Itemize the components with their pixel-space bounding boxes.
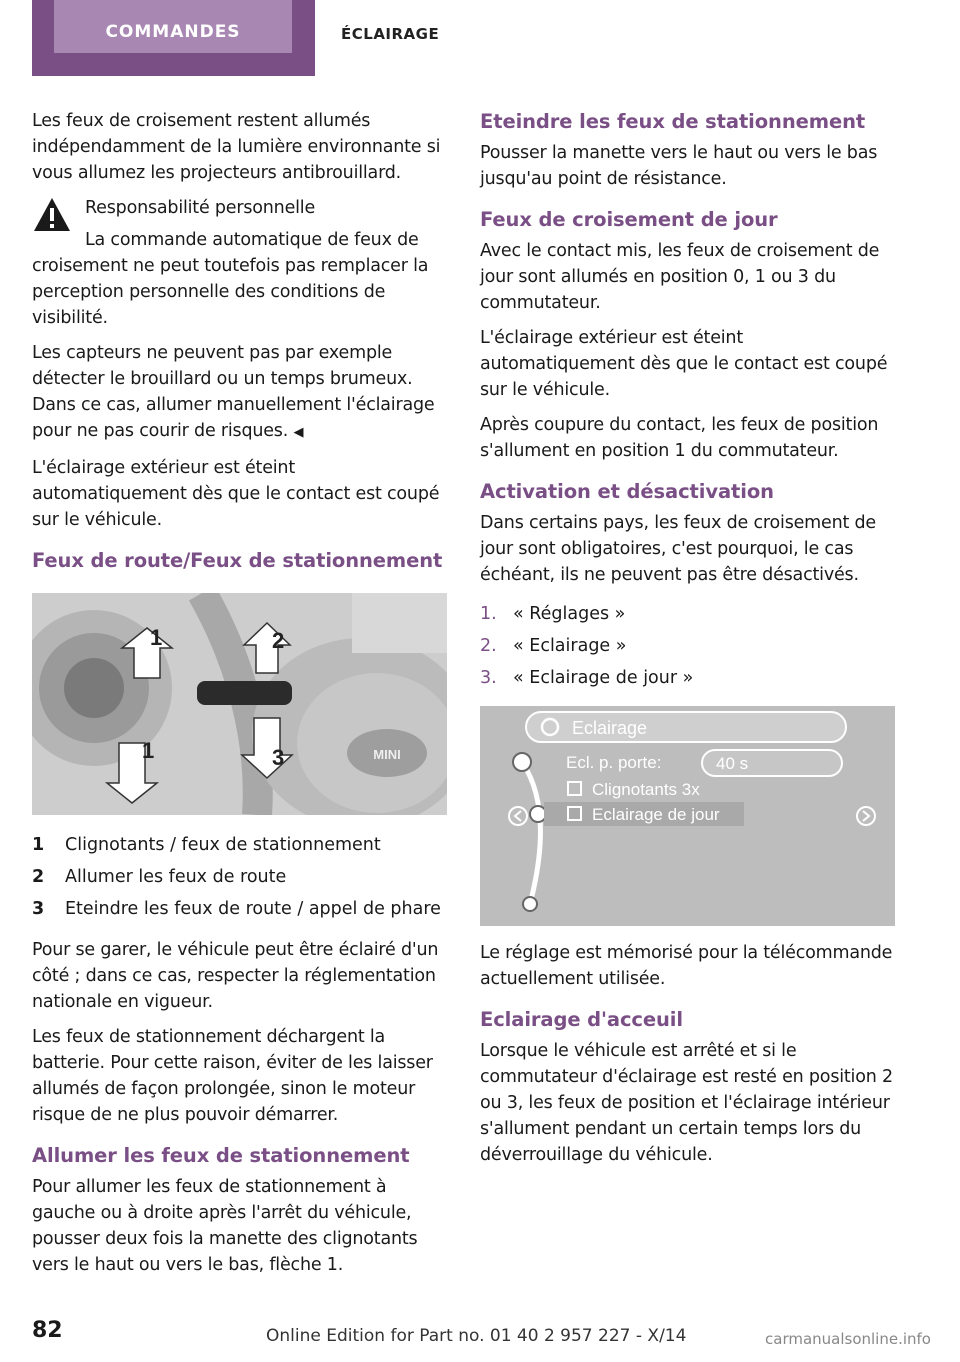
- left-column: [32, 108, 447, 1287]
- paragraph-activation: Dans certains pays, les feux de croisement de jour sont obligatoires, c'est pourquoi, le cas échéant, ils ne peuvent pas être désactivés.: [480, 513, 876, 585]
- step-text: « Réglages »: [513, 604, 626, 624]
- legend-item: [32, 861, 447, 893]
- step-number: 1.: [480, 604, 497, 624]
- step-item: [480, 630, 895, 662]
- arrow-label-3: 3: [272, 745, 285, 770]
- end-mark-icon: ◀: [293, 425, 304, 440]
- step-text: « Eclairage de jour »: [513, 668, 694, 688]
- steps-list: [480, 598, 895, 694]
- turn-signal-stalk: [197, 681, 292, 705]
- menu-dot-top: [513, 753, 531, 771]
- paragraph-auto-off: L'éclairage extérieur est éteint automatiquement dès que le contact est coupé sur le véhicule.: [32, 458, 440, 530]
- screen-item-daylight: Eclairage de jour: [592, 805, 720, 824]
- watermark-text: carmanualsonline.info: [765, 1330, 931, 1348]
- heading-accueil: Eclairage d'acceuil: [480, 1008, 683, 1031]
- warning-block: [32, 195, 447, 446]
- heading-allumer-stationnement: Allumer les feux de stationnement: [32, 1144, 410, 1167]
- paragraph-memorise: Le réglage est mémorisé pour la télécommande actuellement utilisée.: [480, 943, 893, 989]
- chapter-tab-label: COMMANDES: [105, 22, 241, 42]
- display-screenshot: [480, 706, 895, 926]
- footer-edition: Online Edition for Part no. 01 40 2 957 227 - X/14: [266, 1326, 687, 1346]
- paragraph-battery: Les feux de stationnement déchargent la batterie. Pour cette raison, éviter de les laisser allumés de façon prolongée, sinon le moteur risque de ne plus pouvoir démarrer.: [32, 1027, 433, 1125]
- legend-number: 3: [32, 899, 45, 919]
- paragraph-fog-lights: Les feux de croisement restent allumés indépendamment de la lumière environnante si vous allumez les projecteurs antibrouillard.: [32, 111, 441, 183]
- paragraph-jour-2: L'éclairage extérieur est éteint automatiquement dès que le contact est coupé sur le véhicule.: [480, 328, 888, 400]
- mini-logo-text: MINI: [373, 747, 401, 762]
- step-item: [480, 662, 895, 694]
- legend-text: Eteindre les feux de route / appel de phare: [65, 899, 441, 919]
- heading-activation: Activation et désactivation: [480, 480, 774, 503]
- screen-title: Eclairage: [572, 718, 648, 738]
- paragraph-jour-3: Après coupure du contact, les feux de position s'allument en position 1 du commutateur.: [480, 415, 879, 461]
- section-label: ÉCLAIRAGE: [341, 25, 440, 43]
- right-column: [480, 108, 895, 1177]
- menu-dot-bottom: [523, 897, 537, 911]
- legend-text: Clignotants / feux de stationnement: [65, 835, 381, 855]
- heading-feux-jour: Feux de croisement de jour: [480, 208, 778, 231]
- legend-item: [32, 893, 447, 925]
- warning-text: La commande automatique de feux de croisement ne peut toutefois pas remplacer la perception personnelle des conditions de visibilité.: [32, 230, 429, 328]
- legend-number: 2: [32, 867, 45, 887]
- warning-text-2: Les capteurs ne peuvent pas par exemple détecter le brouillard ou un temps brumeux. Dans ce cas, allumer manuellement l'éclairage pour ne pas courir de risques. ◀: [32, 343, 435, 441]
- door-light-value: 40 s: [716, 754, 749, 773]
- menu-dot-active: [530, 806, 546, 822]
- paragraph-accueil: Lorsque le véhicule est arrêté et si le commutateur d'éclairage est resté en position 2 ou 3, les feux de position et l'éclairage intérieur s'allument pendant un certain temps lors du déverrouillage du véhicule.: [480, 1041, 893, 1165]
- paragraph-parking: Pour se garer, le véhicule peut être éclairé d'un côté ; dans ce cas, respecter la réglementation nationale en vigueur.: [32, 940, 439, 1012]
- legend-text: Allumer les feux de route: [65, 867, 287, 887]
- heading-route-stationnement: Feux de route/Feux de stationnement: [32, 549, 443, 572]
- warning-icon: [32, 195, 72, 235]
- step-text: « Eclairage »: [513, 636, 627, 656]
- arrow-label-2: 2: [272, 628, 285, 653]
- display-illustration: [480, 706, 895, 926]
- figure-legend: [32, 829, 447, 925]
- paragraph-eteindre: Pousser la manette vers le haut ou vers le bas jusqu'au point de résistance.: [480, 143, 878, 189]
- screen-item-blinkers: Clignotants 3x: [592, 780, 700, 799]
- step-number: 2.: [480, 636, 497, 656]
- page-number: 82: [32, 1318, 63, 1343]
- step-number: 3.: [480, 668, 497, 688]
- screen-item-door-light: Ecl. p. porte:: [566, 753, 662, 772]
- legend-number: 1: [32, 835, 45, 855]
- legend-item: [32, 829, 447, 861]
- instrument-gauge: [352, 593, 447, 653]
- paragraph-allumer: Pour allumer les feux de stationnement à gauche ou à droite après l'arrêt du véhicule, pousser deux fois la manette des clignotants vers le haut ou vers le bas, flèche 1.: [32, 1177, 418, 1275]
- arrow-label-1-top: 1: [150, 625, 163, 650]
- paragraph-jour-1: Avec le contact mis, les feux de croisement de jour sont allumés en position 0, 1 ou 3 du commutateur.: [480, 241, 880, 313]
- stalk-illustration: [32, 593, 447, 815]
- arrow-label-1-bottom: 1: [142, 738, 155, 763]
- stalk-figure: [32, 593, 447, 815]
- step-item: [480, 598, 895, 630]
- page-header: [0, 0, 960, 80]
- heading-eteindre-stationnement: Eteindre les feux de stationnement: [480, 110, 866, 133]
- warning-title: Responsabilité personnelle: [85, 198, 316, 218]
